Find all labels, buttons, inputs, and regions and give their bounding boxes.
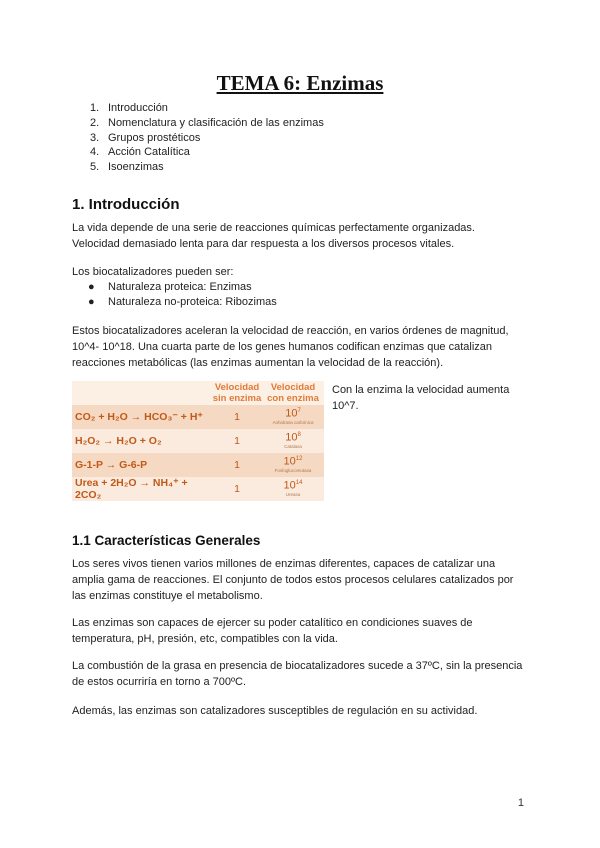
toc-number: 4. xyxy=(90,146,100,159)
page-title: TEMA 6: Enzimas xyxy=(216,71,384,95)
toc-item xyxy=(90,131,324,146)
table-header-row xyxy=(72,381,324,405)
toc-label: Acción Catalítica xyxy=(108,146,190,159)
biocatalyst-intro: Los biocatalizadores pueden ser: xyxy=(72,266,234,278)
reaction-cell: G-1-P → G-6-P xyxy=(72,453,212,477)
text-line: Las enzimas son capaces de ejercer su poder catalítico en condiciones suaves de xyxy=(72,617,473,629)
text-line: Con la enzima la velocidad aumenta xyxy=(332,384,510,396)
reaction-cell: Urea + 2H₂O → NH₄⁺ + 2CO₂ xyxy=(72,477,212,501)
rate-base: 10 xyxy=(283,455,296,468)
header-text: Velocidad xyxy=(270,382,316,393)
header-text: sin enzima xyxy=(212,393,262,404)
text-line: Velocidad demasiado lenta para dar respuesta a los diversos procesos vitales. xyxy=(72,238,455,251)
toc-label: Nomenclatura y clasificación de las enzimas xyxy=(108,116,324,129)
table-row xyxy=(72,405,324,429)
enzyme-label: Anhidrasa carbónica xyxy=(272,420,314,426)
enzyme-label: Ureasa xyxy=(285,492,301,498)
text-line: de estos ocurriría en torno a 700ºC. xyxy=(72,676,247,689)
header-text: Velocidad xyxy=(214,382,260,393)
toc-item xyxy=(90,160,324,175)
header-without-enzyme xyxy=(212,381,262,405)
rate-without-cell: 1 xyxy=(212,477,262,501)
rate-exponent: 7 xyxy=(297,407,301,414)
paragraph-general-2 xyxy=(72,615,532,647)
rate-exponent: 14 xyxy=(295,479,303,486)
enzyme-label: Catalasa xyxy=(284,444,302,450)
rate-base: 10 xyxy=(283,479,296,492)
paragraph-general-4: Además, las enzimas son catalizadores susceptibles de regulación en su actividad. xyxy=(72,705,478,717)
toc-item xyxy=(90,145,324,160)
rate-with-cell xyxy=(262,405,324,429)
toc-number: 1. xyxy=(90,102,100,114)
text-line: 10^4- 10^18. Una cuarta parte de los genes humanos codifican enzimas que catalizan xyxy=(72,341,493,354)
table-side-note xyxy=(332,383,532,414)
rate-base: 10 xyxy=(285,407,298,420)
toc-item xyxy=(90,116,324,131)
list-item xyxy=(88,280,277,295)
bullet-icon: ● xyxy=(88,296,95,308)
rate-without-cell: 1 xyxy=(212,405,262,429)
text-line: reacciones metabólicas (las enzimas aumentan la velocidad de la reacción). xyxy=(72,357,444,370)
text-line: Estos biocatalizadores aceleran la velocidad de reacción, en varios órdenes de magnitud, xyxy=(72,325,509,337)
reaction-cell: CO₂ + H₂O → HCO₃⁻ + H⁺ xyxy=(72,405,212,429)
toc-label: Introducción xyxy=(108,102,168,114)
text-line: 10^7. xyxy=(332,399,359,412)
paragraph-general-3 xyxy=(72,658,532,690)
reaction-cell: H₂O₂ → H₂O + O₂ xyxy=(72,429,212,453)
table-row xyxy=(72,477,324,501)
list-item xyxy=(88,295,277,310)
enzyme-label: Fosfoglucomutasa xyxy=(274,468,312,474)
toc-item xyxy=(90,101,324,116)
section-heading-introduccion: 1. Introducción xyxy=(72,196,180,213)
table-row xyxy=(72,429,324,453)
rate-with-cell xyxy=(262,477,324,501)
bullet-icon: ● xyxy=(88,281,95,293)
rate-with-cell xyxy=(262,429,324,453)
list-item-text: Naturaleza proteica: Enzimas xyxy=(108,281,252,293)
rate-exponent: 12 xyxy=(295,455,303,462)
toc-label: Isoenzimas xyxy=(108,161,164,174)
toc-label: Grupos prostéticos xyxy=(108,131,201,144)
reaction-rate-table xyxy=(72,381,324,501)
paragraph-general-1 xyxy=(72,556,532,605)
page-number: 1 xyxy=(517,797,524,809)
text-line: las enzimas constituye el metabolismo. xyxy=(72,590,263,603)
rate-with-cell xyxy=(262,453,324,477)
toc-number: 2. xyxy=(90,116,100,129)
section-heading-caracteristicas: 1.1 Características Generales xyxy=(72,533,261,548)
header-with-enzyme xyxy=(262,381,324,405)
rate-exponent: 8 xyxy=(297,431,301,438)
table-of-contents xyxy=(90,101,324,175)
rate-without-cell: 1 xyxy=(212,453,262,477)
list-item-text: Naturaleza no-proteica: Ribozimas xyxy=(108,296,277,308)
header-text: con enzima xyxy=(267,393,319,404)
paragraph-acceleration xyxy=(72,323,532,372)
paragraph-intro xyxy=(72,220,532,252)
toc-number: 3. xyxy=(90,131,100,144)
header-reaction xyxy=(72,381,212,405)
rate-base: 10 xyxy=(285,431,298,444)
biocatalyst-list xyxy=(88,280,277,310)
text-line: temperatura, pH, presión, etc, compatibles con la vida. xyxy=(72,633,338,646)
text-line: Los seres vivos tienen varios millones de enzimas diferentes, capaces de catalizar una xyxy=(72,558,496,570)
text-line: La combustión de la grasa en presencia de biocatalizadores sucede a 37ºC, sin la presencia xyxy=(72,660,523,672)
table-row xyxy=(72,453,324,477)
rate-without-cell: 1 xyxy=(212,429,262,453)
toc-number: 5. xyxy=(90,161,100,174)
text-line: La vida depende de una serie de reacciones químicas perfectamente organizadas. xyxy=(72,222,475,234)
text-line: amplia gama de reacciones. El conjunto de todos estos procesos celulares catalizados por xyxy=(72,574,514,587)
